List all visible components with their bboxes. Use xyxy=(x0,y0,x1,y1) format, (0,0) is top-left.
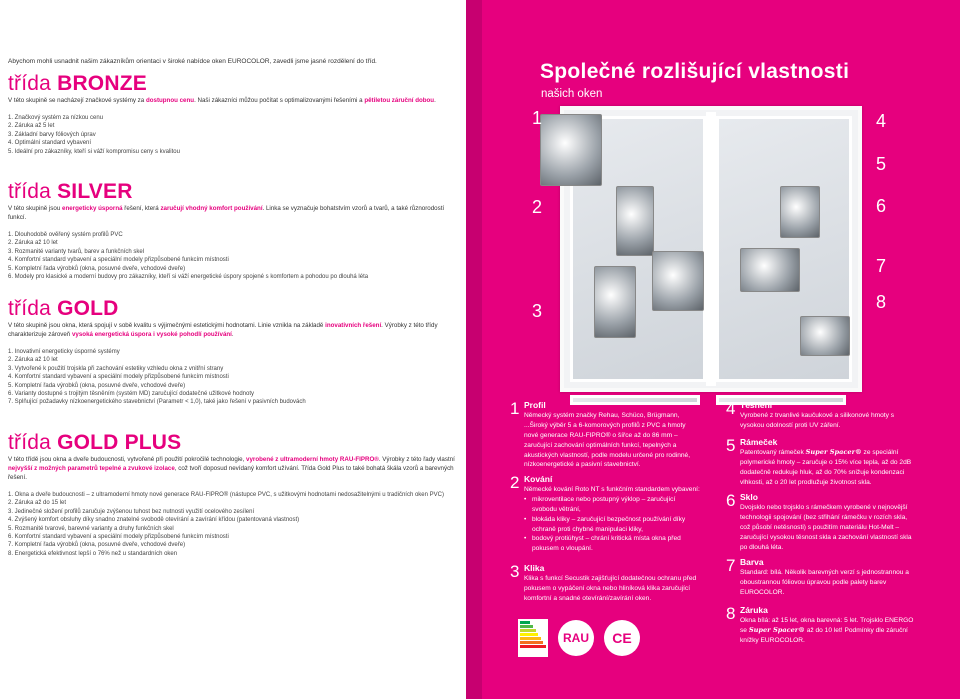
list-item: 5. Kompletní řada výrobků (okna, posuvné dveře, vchodové dveře) xyxy=(8,382,186,389)
list-item: 7. Kompletní řada výrobků (okna, posuvné dveře, vchodové dveře) xyxy=(8,542,186,549)
feature-number: 7 xyxy=(726,556,736,575)
feature-seal xyxy=(726,400,921,434)
list-item: 1. Okna a dveře budoucnosti – z ultramoderní hmoty nové generace RAU-FIPRO® (nástupce PVC, s užitkovými hodnotami nedosažitelnými u tradičních oken PVC) xyxy=(8,492,444,498)
class-goldplus-list xyxy=(8,491,460,558)
feature-glass xyxy=(726,492,921,554)
feature-title: Sklo xyxy=(740,492,758,502)
feature-color xyxy=(726,557,921,601)
energy-label-icon xyxy=(518,619,548,657)
feature-desc: Patentovaný rámeček Super Spacer® ze speciální polymerické hmoty – zaručuje o 15% více tepla, až do 2dB dodatečně redukuje hluk, až do 70% snižuje kondenzaci vlhkosti, až o 20 let prodlužuje životnost skla. xyxy=(740,448,912,486)
feature-number: 2 xyxy=(510,473,520,492)
ce-mark-icon: CE xyxy=(604,620,640,656)
feature-desc: Standard: bílá. Několik barevných verzí s jednostrannou a oboustrannou fóliovou úpravou podle palety barev EUROCOLOR. xyxy=(740,569,909,596)
feature-desc: Okna bílá: až 15 let, okna barevná: 5 let. Trojsklo ENERGO se Super Spacer® až do 10 let! Podmínky dle záruční knížky EUROCOLOR. xyxy=(740,617,914,644)
profile-photo xyxy=(540,114,602,186)
spacer-photo xyxy=(740,248,800,292)
certification-badges xyxy=(518,618,640,658)
class-goldplus-section xyxy=(8,432,460,558)
class-goldplus-title: třída GOLD PLUS xyxy=(8,431,182,454)
class-gold-desc: V této skupině jsou okna, která spojují v sobě kvalitu s výjimečnými estetickými hodnotami. Linie vznikla na základě inovativních řešení. Výrobky z této třídy charakterizuje zároveň vysoká energetická úspora i vysoké pohodlí používání. xyxy=(8,322,438,339)
feature-spacer xyxy=(726,437,921,489)
list-item: 3. Rozmanité varianty tvarů, barev a funkčních skel xyxy=(8,248,145,255)
feature-desc: Dvojsklo nebo trojsklo s rámečkem vyrobené v nejnovější technologii spojování (bez střihání rámečku v rozích skla, což působí netěsnosti) s použitím materiálu Hot-Melt – zaručující vysokou těsnost skla a zachování vlastností skla po dlouhá léta. xyxy=(740,504,912,551)
class-silver-section xyxy=(8,181,460,281)
list-item: 6. Varianty dostupné s trojitým těsněním (systém MD) zaručující dodatečné užitkové hodnoty xyxy=(8,390,254,397)
list-item: 3. Vytvořené k použití trojskla při zachování estetiky vzhledu okna z vnitřní strany xyxy=(8,365,224,372)
list-item: 2. Záruka až 10 let xyxy=(8,357,58,364)
list-item: 8. Energetická efektivnost lepší o 76% než u standardních oken xyxy=(8,550,178,557)
page-spine xyxy=(466,0,482,699)
feature-desc: Německé kování Roto NT s funkčním standardem vybavení: • mikroventilace nebo postupný výklop – zaručující svobodu větrání, • blokáda kliky – zaručující bezpečnost používání díky ochraně proti chybné manipulaci kliky, • bodový protiúhyst – chrání kritická místa okna před pokusem o vloupání. xyxy=(524,485,700,554)
class-silver-title: třída SILVER xyxy=(8,180,133,203)
feature-desc: Klika s funkcí Secustik zajišťující dodatečnou ochranu před pokusem o vypáčení okna nebo hliníková klika zaručující komfortní a snadné otevírání/zavírání oken. xyxy=(524,575,697,602)
list-item: 5. Kompletní řada výrobků (okna, posuvné dveře, vchodové dveře) xyxy=(8,265,186,272)
list-item: 7. Splňující požadavky nízkoenergetického stavebnictví (Parametr < 1,0), také jako řešení v pasivních budovách xyxy=(8,399,306,406)
fitting-photo xyxy=(616,186,654,256)
class-silver-desc: V této skupině jsou energeticky úsporná řešení, která zaručují vhodný komfort používání. Linka se vyznačuje bohatstvím vzorů a tvarů, a také různorodostí funkcí. xyxy=(8,205,445,222)
list-item: 1. Inovativní energeticky úsporné systémy xyxy=(8,349,120,356)
list-item: 2. Záruka až do 15 let xyxy=(8,500,67,507)
class-silver-list xyxy=(8,231,460,281)
feature-title: Záruka xyxy=(740,605,768,615)
feature-title: Barva xyxy=(740,557,764,567)
list-item: 5. Ideální pro zákazníky, kteří si váží kompromisu ceny s kvalitou xyxy=(8,148,180,155)
class-gold-list xyxy=(8,348,460,407)
class-gold-title: třída GOLD xyxy=(8,297,119,320)
feature-handle xyxy=(510,563,705,613)
list-item: 3. Jedinečné složení profilů zaručuje zvýšenou tuhost bez nutnosti využití ocelového zesílení xyxy=(8,508,255,515)
feature-profile xyxy=(510,400,705,470)
feature-number: 3 xyxy=(510,562,520,581)
class-goldplus-desc: V této třídě jsou okna a dveře budoucnosti, vytvořené při použití pokročilé technologie, vyrobené z ultramoderní hmoty RAU-FIPRO®. Výrobky z této řady vlastní nejvyšší z možných parametrů tepelné a zvukové izolace, což tvoří doposud nevídaný komfort užívání. Třída Gold Plus to také bohatá škála vzorů a barevných řešení. xyxy=(8,456,455,482)
window-illustration xyxy=(560,106,862,392)
feature-number: 6 xyxy=(726,491,736,510)
glass-photo xyxy=(780,186,820,238)
list-item: 4. Optimální standard vybavení xyxy=(8,140,92,147)
feature-title: Profil xyxy=(524,400,546,410)
callout-number: 5 xyxy=(876,154,887,174)
callout-number: 4 xyxy=(876,111,887,131)
callout-number: 8 xyxy=(876,292,887,312)
feature-desc: Vyrobené z trvanlivé kaučukové a silikonové hmoty s vysokou odolností proti UV záření. xyxy=(740,412,895,429)
super-spacer-logo: Super Spacer® xyxy=(748,625,805,634)
callout-number: 1 xyxy=(532,108,543,128)
class-gold-section xyxy=(8,298,460,407)
feature-desc: Německý systém značky Rehau, Schüco, Brügmann, ...Široký výběr 5 a 6-komorových profilů z PVC a hmoty nové generace RAU-FIPRO® o šířce až do 86 mm – zaručující zachování optimálních funkcí, tepelných a akustických vlastností, podle modelu určené pro rodinné, nízkoenergetické a pasivní stavebnictví. xyxy=(524,412,691,469)
callout-number: 3 xyxy=(532,301,543,321)
feature-fittings xyxy=(510,474,705,560)
feature-number: 8 xyxy=(726,604,736,623)
feature-title: Klika xyxy=(524,563,545,573)
list-item: 6. Komfortní standard vybavení a speciální modely přizpůsobené funkcím místnosti xyxy=(8,533,229,540)
class-bronze-list xyxy=(8,114,460,156)
right-subtitle: našich oken xyxy=(541,88,603,100)
feature-number: 1 xyxy=(510,399,520,418)
list-item: • bodový protiúhyst – chrání kritická místa okna před pokusem o vloupání. xyxy=(524,534,700,554)
list-item: • blokáda kliky – zaručující bezpečnost používání díky ochraně proti chybné manipulaci kliky, xyxy=(524,515,700,535)
handle-photo xyxy=(594,266,636,338)
class-bronze-section xyxy=(8,58,460,156)
list-item: 2. Záruka až 10 let xyxy=(8,240,58,247)
feature-title: Rámeček xyxy=(740,437,778,447)
list-item: 1. Dlouhodobě ověřený systém profilů PVC xyxy=(8,232,123,239)
rau-fipro-icon: RAU xyxy=(558,620,594,656)
list-item: 1. Značkový systém za nízkou cenu xyxy=(8,115,104,122)
list-item: 6. Modely pro klasické a moderní budovy pro zákazníky, kteří si váží energetické úspory spojené s komfortem a pohodou po dlouhá léta xyxy=(8,273,369,280)
list-item: 2. Záruka až 5 let xyxy=(8,123,55,130)
list-item: 4. Komfortní standard vybavení a speciální modely přizpůsobené funkcím místnosti xyxy=(8,257,229,264)
feature-number: 4 xyxy=(726,399,736,418)
list-item: 4. Komfortní standard vybavení a speciální modely přizpůsobené funkcím místnosti xyxy=(8,374,229,381)
feature-warranty xyxy=(726,605,921,649)
seal-photo xyxy=(652,251,704,311)
super-spacer-logo: Super Spacer® xyxy=(805,448,862,456)
callout-number: 2 xyxy=(532,197,543,217)
intro-text: Abychom mohli usnadnit našim zákazníkům orientaci v široké nabídce oken EUROCOLOR, zavedli jsme jasné rozdělení do tříd. xyxy=(8,58,377,65)
list-item: 3. Základní barvy fóliových úprav xyxy=(8,131,96,138)
class-bronze-desc: V této skupině se nacházejí značkové systémy za dostupnou cenu. Naši zákazníci můžou počítat s optimalizovanými řešeními a pětiletou záruční dobou. xyxy=(8,97,436,105)
feature-title: Těsnění xyxy=(740,400,773,410)
right-title: Společné rozlišující vlastnosti xyxy=(540,60,850,83)
list-item: 5. Rozmanité tvarové, barevné varianty a druhy funkčních skel xyxy=(8,525,174,532)
class-bronze-title: třída BRONZE xyxy=(8,72,147,95)
list-item: 4. Zvýšený komfort obsluhy díky snadno znatelné svobodě otevírání a zavírání křídou (patentovaná vlastnost) xyxy=(8,517,300,524)
callout-number: 7 xyxy=(876,256,887,276)
feature-title: Kování xyxy=(524,474,553,484)
window-mullion xyxy=(706,112,716,386)
color-photo xyxy=(800,316,850,356)
list-item: • mikroventilace nebo postupný výklop – zaručující svobodu větrání, xyxy=(524,495,700,515)
feature-number: 5 xyxy=(726,436,736,455)
callout-number: 6 xyxy=(876,196,887,216)
